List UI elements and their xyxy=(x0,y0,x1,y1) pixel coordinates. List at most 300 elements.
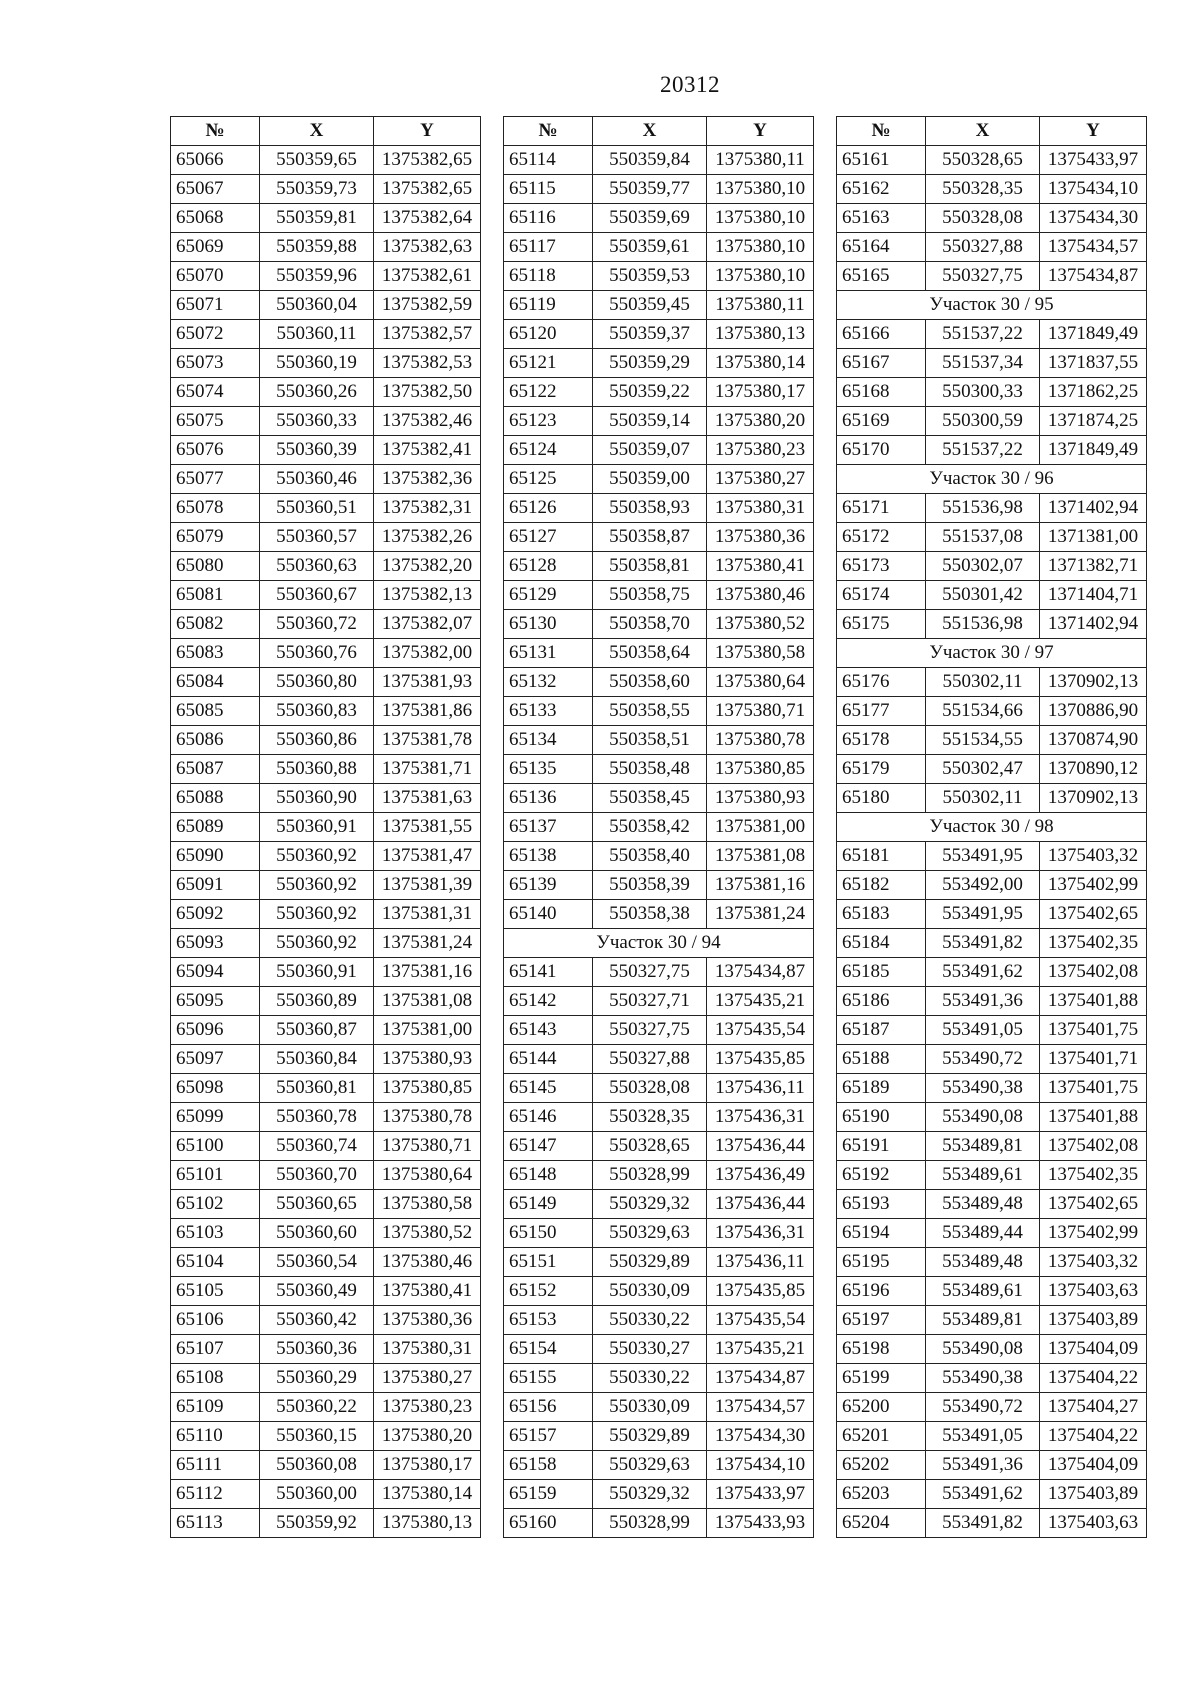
table-row xyxy=(171,349,481,378)
y-coordinate-cell: 1375380,23 xyxy=(707,436,814,465)
y-coordinate-cell: 1375380,13 xyxy=(374,1509,481,1538)
point-number-cell: 65187 xyxy=(837,1016,926,1045)
table-row xyxy=(504,784,814,813)
y-coordinate-cell: 1370902,13 xyxy=(1040,784,1147,813)
table-row xyxy=(504,320,814,349)
x-coordinate-cell: 550360,65 xyxy=(260,1190,374,1219)
x-coordinate-cell: 550360,92 xyxy=(260,871,374,900)
x-coordinate-cell: 550360,67 xyxy=(260,581,374,610)
y-coordinate-cell: 1375434,10 xyxy=(1040,175,1147,204)
x-coordinate-cell: 550329,89 xyxy=(593,1248,707,1277)
y-coordinate-cell: 1375435,54 xyxy=(707,1306,814,1335)
y-coordinate-cell: 1371862,25 xyxy=(1040,378,1147,407)
point-number-cell: 65194 xyxy=(837,1219,926,1248)
point-number-cell: 65155 xyxy=(504,1364,593,1393)
point-number-cell: 65128 xyxy=(504,552,593,581)
y-coordinate-cell: 1375434,87 xyxy=(707,1364,814,1393)
table-row xyxy=(837,1422,1147,1451)
y-coordinate-cell: 1375403,89 xyxy=(1040,1480,1147,1509)
point-number-cell: 65171 xyxy=(837,494,926,523)
y-coordinate-cell: 1375381,86 xyxy=(374,697,481,726)
point-number-cell: 65189 xyxy=(837,1074,926,1103)
x-coordinate-cell: 550359,14 xyxy=(593,407,707,436)
point-number-cell: 65121 xyxy=(504,349,593,378)
x-coordinate-cell: 550358,42 xyxy=(593,813,707,842)
y-coordinate-cell: 1375381,08 xyxy=(707,842,814,871)
table-row xyxy=(837,987,1147,1016)
y-coordinate-cell: 1375380,71 xyxy=(707,697,814,726)
point-number-cell: 65091 xyxy=(171,871,260,900)
x-coordinate-cell: 550358,93 xyxy=(593,494,707,523)
table-header-row xyxy=(504,117,814,146)
y-coordinate-cell: 1375381,93 xyxy=(374,668,481,697)
y-coordinate-cell: 1375435,21 xyxy=(707,987,814,1016)
point-number-cell: 65153 xyxy=(504,1306,593,1335)
x-coordinate-cell: 553489,48 xyxy=(926,1190,1040,1219)
table-row xyxy=(171,1480,481,1509)
x-coordinate-cell: 550328,65 xyxy=(926,146,1040,175)
table-row xyxy=(171,262,481,291)
y-coordinate-cell: 1371849,49 xyxy=(1040,436,1147,465)
y-coordinate-cell: 1375401,75 xyxy=(1040,1074,1147,1103)
y-coordinate-cell: 1375435,54 xyxy=(707,1016,814,1045)
table-row xyxy=(171,1016,481,1045)
y-coordinate-cell: 1375381,55 xyxy=(374,813,481,842)
point-number-cell: 65200 xyxy=(837,1393,926,1422)
table-row xyxy=(504,610,814,639)
point-number-cell: 65150 xyxy=(504,1219,593,1248)
table-row xyxy=(504,1190,814,1219)
point-number-cell: 65167 xyxy=(837,349,926,378)
y-coordinate-cell: 1375380,93 xyxy=(374,1045,481,1074)
y-coordinate-cell: 1375380,78 xyxy=(374,1103,481,1132)
y-coordinate-cell: 1375380,20 xyxy=(707,407,814,436)
table-row xyxy=(504,552,814,581)
table-row xyxy=(504,1219,814,1248)
table-row xyxy=(837,436,1147,465)
x-coordinate-cell: 550328,65 xyxy=(593,1132,707,1161)
table-row xyxy=(171,1306,481,1335)
point-number-cell: 65110 xyxy=(171,1422,260,1451)
x-coordinate-cell: 550358,81 xyxy=(593,552,707,581)
point-number-cell: 65133 xyxy=(504,697,593,726)
point-number-cell: 65163 xyxy=(837,204,926,233)
table-row xyxy=(171,1132,481,1161)
x-coordinate-cell: 553490,08 xyxy=(926,1103,1040,1132)
table-row xyxy=(171,1451,481,1480)
table-row xyxy=(171,465,481,494)
table-row xyxy=(837,1451,1147,1480)
y-coordinate-cell: 1375434,30 xyxy=(1040,204,1147,233)
point-number-cell: 65092 xyxy=(171,900,260,929)
x-coordinate-cell: 550360,46 xyxy=(260,465,374,494)
y-coordinate-cell: 1375433,97 xyxy=(707,1480,814,1509)
table-row xyxy=(171,639,481,668)
x-coordinate-cell: 550302,11 xyxy=(926,668,1040,697)
y-coordinate-cell: 1375381,31 xyxy=(374,900,481,929)
y-coordinate-cell: 1375382,00 xyxy=(374,639,481,668)
table-row xyxy=(504,842,814,871)
x-coordinate-cell: 550360,29 xyxy=(260,1364,374,1393)
x-coordinate-cell: 550359,92 xyxy=(260,1509,374,1538)
point-number-cell: 65069 xyxy=(171,233,260,262)
point-number-cell: 65105 xyxy=(171,1277,260,1306)
table-row xyxy=(837,1509,1147,1538)
table-row xyxy=(504,1335,814,1364)
x-coordinate-cell: 550329,89 xyxy=(593,1422,707,1451)
y-coordinate-cell: 1375436,44 xyxy=(707,1190,814,1219)
point-number-cell: 65090 xyxy=(171,842,260,871)
y-coordinate-cell: 1375380,85 xyxy=(374,1074,481,1103)
table-row xyxy=(837,552,1147,581)
x-coordinate-cell: 551534,55 xyxy=(926,726,1040,755)
x-coordinate-cell: 550328,08 xyxy=(926,204,1040,233)
point-number-cell: 65067 xyxy=(171,175,260,204)
y-coordinate-cell: 1375402,35 xyxy=(1040,1161,1147,1190)
table-row xyxy=(171,146,481,175)
table-row xyxy=(504,1393,814,1422)
point-number-cell: 65139 xyxy=(504,871,593,900)
table-row xyxy=(504,1509,814,1538)
header-y: Y xyxy=(707,117,814,146)
point-number-cell: 65068 xyxy=(171,204,260,233)
x-coordinate-cell: 550358,64 xyxy=(593,639,707,668)
y-coordinate-cell: 1375380,41 xyxy=(374,1277,481,1306)
point-number-cell: 65109 xyxy=(171,1393,260,1422)
x-coordinate-cell: 550302,07 xyxy=(926,552,1040,581)
header-x: X xyxy=(926,117,1040,146)
table-row xyxy=(171,987,481,1016)
y-coordinate-cell: 1375380,20 xyxy=(374,1422,481,1451)
point-number-cell: 65086 xyxy=(171,726,260,755)
point-number-cell: 65145 xyxy=(504,1074,593,1103)
table-row xyxy=(837,726,1147,755)
x-coordinate-cell: 550360,22 xyxy=(260,1393,374,1422)
point-number-cell: 65183 xyxy=(837,900,926,929)
table-row xyxy=(171,1422,481,1451)
header-number: № xyxy=(837,117,926,146)
table-row xyxy=(171,1277,481,1306)
point-number-cell: 65111 xyxy=(171,1451,260,1480)
y-coordinate-cell: 1375380,10 xyxy=(707,204,814,233)
table-row xyxy=(837,1480,1147,1509)
point-number-cell: 65122 xyxy=(504,378,593,407)
point-number-cell: 65106 xyxy=(171,1306,260,1335)
table-row xyxy=(171,204,481,233)
y-coordinate-cell: 1371382,71 xyxy=(1040,552,1147,581)
x-coordinate-cell: 550360,91 xyxy=(260,958,374,987)
point-number-cell: 65176 xyxy=(837,668,926,697)
point-number-cell: 65173 xyxy=(837,552,926,581)
y-coordinate-cell: 1370890,12 xyxy=(1040,755,1147,784)
y-coordinate-cell: 1375380,10 xyxy=(707,262,814,291)
table-row xyxy=(837,1016,1147,1045)
table-row xyxy=(504,146,814,175)
y-coordinate-cell: 1375434,57 xyxy=(707,1393,814,1422)
point-number-cell: 65146 xyxy=(504,1103,593,1132)
x-coordinate-cell: 550360,54 xyxy=(260,1248,374,1277)
y-coordinate-cell: 1375382,07 xyxy=(374,610,481,639)
point-number-cell: 65079 xyxy=(171,523,260,552)
point-number-cell: 65118 xyxy=(504,262,593,291)
point-number-cell: 65201 xyxy=(837,1422,926,1451)
y-coordinate-cell: 1375404,22 xyxy=(1040,1364,1147,1393)
point-number-cell: 65078 xyxy=(171,494,260,523)
table-row xyxy=(837,1364,1147,1393)
point-number-cell: 65158 xyxy=(504,1451,593,1480)
y-coordinate-cell: 1375380,10 xyxy=(707,175,814,204)
point-number-cell: 65198 xyxy=(837,1335,926,1364)
y-coordinate-cell: 1375402,99 xyxy=(1040,871,1147,900)
y-coordinate-cell: 1375380,64 xyxy=(374,1161,481,1190)
table-row xyxy=(837,610,1147,639)
table-row xyxy=(837,262,1147,291)
table-row xyxy=(171,436,481,465)
y-coordinate-cell: 1375380,14 xyxy=(374,1480,481,1509)
table-row xyxy=(504,1074,814,1103)
y-coordinate-cell: 1371874,25 xyxy=(1040,407,1147,436)
table-row xyxy=(837,871,1147,900)
point-number-cell: 65144 xyxy=(504,1045,593,1074)
x-coordinate-cell: 550359,61 xyxy=(593,233,707,262)
table-row xyxy=(504,987,814,1016)
table-row xyxy=(504,1364,814,1393)
table-row xyxy=(837,900,1147,929)
y-coordinate-cell: 1375382,63 xyxy=(374,233,481,262)
point-number-cell: 65192 xyxy=(837,1161,926,1190)
x-coordinate-cell: 550358,39 xyxy=(593,871,707,900)
table-row xyxy=(504,581,814,610)
table-row xyxy=(504,349,814,378)
table-row xyxy=(837,378,1147,407)
x-coordinate-cell: 550327,88 xyxy=(593,1045,707,1074)
table-row xyxy=(504,175,814,204)
y-coordinate-cell: 1375381,24 xyxy=(374,929,481,958)
y-coordinate-cell: 1375380,52 xyxy=(374,1219,481,1248)
header-y: Y xyxy=(374,117,481,146)
point-number-cell: 65184 xyxy=(837,929,926,958)
table-row xyxy=(171,175,481,204)
x-coordinate-cell: 550359,37 xyxy=(593,320,707,349)
x-coordinate-cell: 553489,61 xyxy=(926,1277,1040,1306)
point-number-cell: 65157 xyxy=(504,1422,593,1451)
point-number-cell: 65104 xyxy=(171,1248,260,1277)
point-number-cell: 65152 xyxy=(504,1277,593,1306)
table-row xyxy=(837,1335,1147,1364)
point-number-cell: 65182 xyxy=(837,871,926,900)
point-number-cell: 65147 xyxy=(504,1132,593,1161)
x-coordinate-cell: 550327,88 xyxy=(926,233,1040,262)
y-coordinate-cell: 1375380,64 xyxy=(707,668,814,697)
x-coordinate-cell: 550328,99 xyxy=(593,1509,707,1538)
point-number-cell: 65072 xyxy=(171,320,260,349)
table-row xyxy=(837,1219,1147,1248)
x-coordinate-cell: 550330,22 xyxy=(593,1306,707,1335)
y-coordinate-cell: 1375381,16 xyxy=(374,958,481,987)
point-number-cell: 65087 xyxy=(171,755,260,784)
table-row xyxy=(504,1161,814,1190)
y-coordinate-cell: 1375403,32 xyxy=(1040,842,1147,871)
table-row xyxy=(171,813,481,842)
y-coordinate-cell: 1375380,27 xyxy=(707,465,814,494)
x-coordinate-cell: 553491,82 xyxy=(926,1509,1040,1538)
section-title: Участок 30 / 95 xyxy=(837,291,1147,320)
x-coordinate-cell: 553489,61 xyxy=(926,1161,1040,1190)
table-row xyxy=(504,233,814,262)
y-coordinate-cell: 1375436,31 xyxy=(707,1103,814,1132)
x-coordinate-cell: 550360,08 xyxy=(260,1451,374,1480)
x-coordinate-cell: 550359,29 xyxy=(593,349,707,378)
y-coordinate-cell: 1375436,11 xyxy=(707,1074,814,1103)
point-number-cell: 65080 xyxy=(171,552,260,581)
x-coordinate-cell: 550360,42 xyxy=(260,1306,374,1335)
point-number-cell: 65203 xyxy=(837,1480,926,1509)
y-coordinate-cell: 1375382,57 xyxy=(374,320,481,349)
y-coordinate-cell: 1375380,10 xyxy=(707,233,814,262)
x-coordinate-cell: 553491,05 xyxy=(926,1422,1040,1451)
point-number-cell: 65199 xyxy=(837,1364,926,1393)
x-coordinate-cell: 550359,69 xyxy=(593,204,707,233)
y-coordinate-cell: 1375380,78 xyxy=(707,726,814,755)
point-number-cell: 65073 xyxy=(171,349,260,378)
point-number-cell: 65138 xyxy=(504,842,593,871)
table-row xyxy=(837,233,1147,262)
x-coordinate-cell: 550360,92 xyxy=(260,929,374,958)
y-coordinate-cell: 1375404,09 xyxy=(1040,1335,1147,1364)
point-number-cell: 65136 xyxy=(504,784,593,813)
x-coordinate-cell: 550360,87 xyxy=(260,1016,374,1045)
table-row xyxy=(504,494,814,523)
x-coordinate-cell: 550359,81 xyxy=(260,204,374,233)
y-coordinate-cell: 1375402,35 xyxy=(1040,929,1147,958)
x-coordinate-cell: 551536,98 xyxy=(926,610,1040,639)
y-coordinate-cell: 1375402,99 xyxy=(1040,1219,1147,1248)
table-row xyxy=(504,1451,814,1480)
y-coordinate-cell: 1375380,46 xyxy=(374,1248,481,1277)
y-coordinate-cell: 1375381,24 xyxy=(707,900,814,929)
x-coordinate-cell: 550360,39 xyxy=(260,436,374,465)
x-coordinate-cell: 553491,05 xyxy=(926,1016,1040,1045)
y-coordinate-cell: 1375381,08 xyxy=(374,987,481,1016)
table-row xyxy=(504,1132,814,1161)
table-row xyxy=(504,378,814,407)
y-coordinate-cell: 1375382,59 xyxy=(374,291,481,320)
table-row xyxy=(171,1248,481,1277)
y-coordinate-cell: 1375380,27 xyxy=(374,1364,481,1393)
point-number-cell: 65082 xyxy=(171,610,260,639)
point-number-cell: 65112 xyxy=(171,1480,260,1509)
x-coordinate-cell: 553489,44 xyxy=(926,1219,1040,1248)
y-coordinate-cell: 1375382,36 xyxy=(374,465,481,494)
y-coordinate-cell: 1375433,93 xyxy=(707,1509,814,1538)
point-number-cell: 65202 xyxy=(837,1451,926,1480)
point-number-cell: 65131 xyxy=(504,639,593,668)
point-number-cell: 65181 xyxy=(837,842,926,871)
x-coordinate-cell: 553489,81 xyxy=(926,1306,1040,1335)
table-row xyxy=(504,291,814,320)
table-row xyxy=(171,523,481,552)
table-row xyxy=(837,1161,1147,1190)
table-row xyxy=(504,1016,814,1045)
x-coordinate-cell: 550329,32 xyxy=(593,1190,707,1219)
point-number-cell: 65142 xyxy=(504,987,593,1016)
point-number-cell: 65168 xyxy=(837,378,926,407)
y-coordinate-cell: 1375380,11 xyxy=(707,146,814,175)
point-number-cell: 65180 xyxy=(837,784,926,813)
point-number-cell: 65117 xyxy=(504,233,593,262)
y-coordinate-cell: 1370886,90 xyxy=(1040,697,1147,726)
y-coordinate-cell: 1375380,93 xyxy=(707,784,814,813)
coordinates-table-1 xyxy=(170,116,481,1538)
table-row xyxy=(837,494,1147,523)
table-row xyxy=(171,871,481,900)
x-coordinate-cell: 551537,22 xyxy=(926,320,1040,349)
y-coordinate-cell: 1375382,65 xyxy=(374,146,481,175)
table-row xyxy=(171,610,481,639)
x-coordinate-cell: 550330,27 xyxy=(593,1335,707,1364)
x-coordinate-cell: 550359,77 xyxy=(593,175,707,204)
y-coordinate-cell: 1375380,71 xyxy=(374,1132,481,1161)
point-number-cell: 65088 xyxy=(171,784,260,813)
table-row xyxy=(504,668,814,697)
table-row xyxy=(837,581,1147,610)
table-row xyxy=(504,1277,814,1306)
table-row xyxy=(504,1422,814,1451)
table-row xyxy=(171,784,481,813)
x-coordinate-cell: 550360,15 xyxy=(260,1422,374,1451)
y-coordinate-cell: 1375382,46 xyxy=(374,407,481,436)
table-row xyxy=(171,929,481,958)
point-number-cell: 65125 xyxy=(504,465,593,494)
y-coordinate-cell: 1375404,22 xyxy=(1040,1422,1147,1451)
table-row xyxy=(837,929,1147,958)
x-coordinate-cell: 553491,95 xyxy=(926,842,1040,871)
y-coordinate-cell: 1375403,63 xyxy=(1040,1277,1147,1306)
point-number-cell: 65143 xyxy=(504,1016,593,1045)
header-x: X xyxy=(260,117,374,146)
table-row xyxy=(837,697,1147,726)
table-row xyxy=(837,1190,1147,1219)
point-number-cell: 65096 xyxy=(171,1016,260,1045)
y-coordinate-cell: 1375381,16 xyxy=(707,871,814,900)
x-coordinate-cell: 550359,45 xyxy=(593,291,707,320)
table-row xyxy=(837,1103,1147,1132)
header-number: № xyxy=(171,117,260,146)
x-coordinate-cell: 550359,00 xyxy=(593,465,707,494)
x-coordinate-cell: 550359,96 xyxy=(260,262,374,291)
point-number-cell: 65116 xyxy=(504,204,593,233)
table-row xyxy=(504,958,814,987)
point-number-cell: 65188 xyxy=(837,1045,926,1074)
table-row xyxy=(171,1103,481,1132)
y-coordinate-cell: 1375401,88 xyxy=(1040,987,1147,1016)
y-coordinate-cell: 1375380,13 xyxy=(707,320,814,349)
point-number-cell: 65204 xyxy=(837,1509,926,1538)
point-number-cell: 65175 xyxy=(837,610,926,639)
table-row xyxy=(837,349,1147,378)
point-number-cell: 65120 xyxy=(504,320,593,349)
x-coordinate-cell: 550327,75 xyxy=(926,262,1040,291)
y-coordinate-cell: 1375380,58 xyxy=(707,639,814,668)
header-x: X xyxy=(593,117,707,146)
y-coordinate-cell: 1371381,00 xyxy=(1040,523,1147,552)
table-row xyxy=(171,378,481,407)
point-number-cell: 65134 xyxy=(504,726,593,755)
table-row xyxy=(837,523,1147,552)
y-coordinate-cell: 1375436,31 xyxy=(707,1219,814,1248)
section-row xyxy=(837,291,1147,320)
y-coordinate-cell: 1375434,10 xyxy=(707,1451,814,1480)
